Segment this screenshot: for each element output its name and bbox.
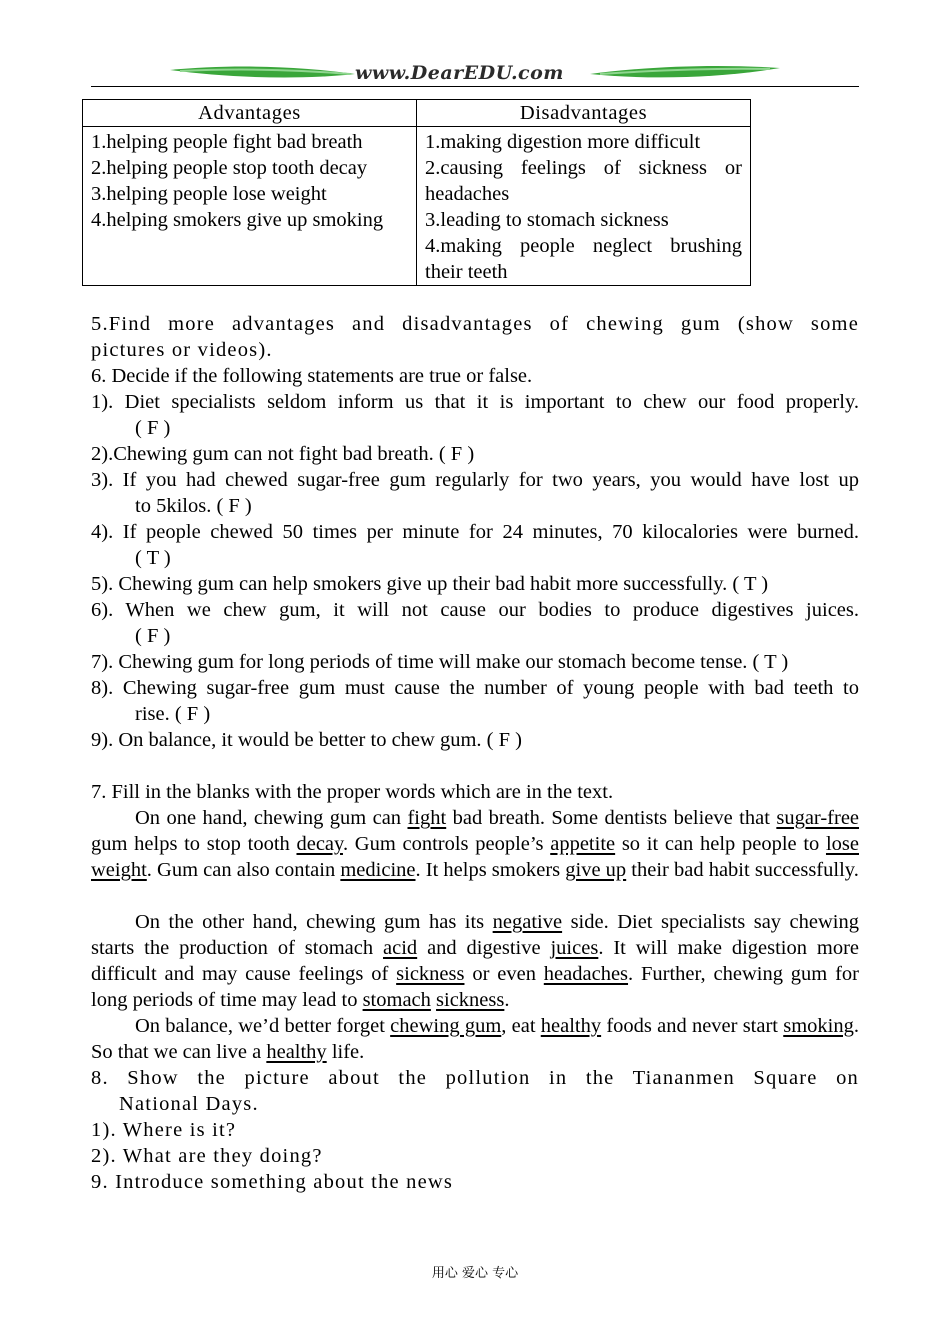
blank-answer: sugar-free [776, 807, 860, 829]
blank-answer: healthy [540, 1015, 602, 1037]
q6-statement-6: 6). When we chew gum, it will not cause our bodies to produce digestives juices. [91, 599, 859, 621]
blank-answer: stomach [362, 989, 431, 1011]
q9-line: 9. Introduce something about the news [91, 1171, 454, 1193]
q7-paragraph-2: On the other hand, chewing gum has its negative side. Diet specialists say chewing starts the production of stomach acid and digestive juices. It will make digestion more difficult and may cause feelings of sickness or even headaches. Further, chewing gum for long periods of time may lead to stomach sickness. [91, 911, 860, 1011]
q6-answer-3: to 5kilos. ( F ) [135, 495, 252, 517]
blank-answer: appetite [550, 833, 616, 855]
blank-answer: fight [407, 807, 447, 829]
blank-answer: headaches [543, 963, 629, 985]
disadvantage-item: 3.leading to stomach sickness [425, 209, 669, 231]
blank-answer: healthy [266, 1041, 327, 1063]
disadvantage-item: 1.making digestion more difficult [425, 131, 701, 153]
blank-answer: acid [383, 937, 418, 959]
blank-answer: sickness [436, 989, 505, 1011]
q6-statement-5: 5). Chewing gum can help smokers give up their bad habit more successfully. ( T ) [91, 573, 769, 595]
disadvantage-item: 4.making people neglect brushing their teeth [425, 235, 742, 283]
header-rule [91, 86, 859, 87]
blank-answer: give up [565, 859, 627, 881]
advantage-item: 4.helping smokers give up smoking [91, 209, 384, 231]
advantage-item: 3.helping people lose weight [91, 183, 327, 205]
q7-paragraph-3: On balance, we’d better forget chewing gum, eat healthy foods and never start smoking. So that we can live a healthy life. [91, 1015, 859, 1063]
table-header-advantages: Advantages [83, 100, 417, 127]
q8-sub-1: 1). Where is it? [91, 1119, 237, 1141]
q8-line-2: National Days. [119, 1093, 259, 1115]
q6-statement-8: 8). Chewing sugar-free gum must cause the number of young people with bad teeth to [91, 677, 859, 699]
q6-answer-6: ( F ) [135, 625, 171, 647]
blank-answer: smoking [783, 1015, 854, 1037]
q5-line-2: pictures or videos). [91, 339, 273, 361]
q7-paragraph-1: On one hand, chewing gum can fight bad breath. Some dentists believe that sugar-free gum helps to stop tooth decay. Gum controls people’s appetite so it can help people to lose weight. Gum can also contain medicine. It helps smokers give up their bad habit successfully. [91, 807, 860, 881]
table-header-disadvantages: Disadvantages [417, 100, 751, 127]
q6-answer-8: rise. ( F ) [135, 703, 211, 725]
q6-statement-4: 4). If people chewed 50 times per minute for 24 minutes, 70 kilocalories were burned. [91, 521, 859, 543]
q6-statement-9: 9). On balance, it would be better to chew gum. ( F ) [91, 729, 522, 751]
q6-title: 6. Decide if the following statements are true or false. [91, 365, 533, 387]
disadvantages-cell [417, 127, 751, 286]
blank-answer: sickness [396, 963, 465, 985]
blank-answer: lose weight [91, 833, 859, 881]
comparison-table [82, 99, 751, 286]
advantages-cell [83, 127, 417, 286]
q6-statement-3: 3). If you had chewed sugar-free gum regularly for two years, you would have lost up [91, 469, 859, 491]
q6-answer-4: ( T ) [135, 547, 171, 569]
blank-answer: medicine [340, 859, 416, 881]
blank-answer: decay [296, 833, 343, 855]
q6-answer-1: ( F ) [135, 417, 171, 439]
page-footer: 用心 爱心 专心 [431, 1266, 519, 1281]
q6-statement-1: 1). Diet specialists seldom inform us that it is important to chew our food properly. [91, 391, 859, 413]
blank-answer: juices [550, 937, 599, 959]
q8-sub-2: 2). What are they doing? [91, 1145, 323, 1167]
advantage-item: 2.helping people stop tooth decay [91, 157, 368, 179]
q7-title: 7. Fill in the blanks with the proper words which are in the text. [91, 781, 614, 803]
blank-answer: negative [492, 911, 563, 933]
q6-statement-7: 7). Chewing gum for long periods of time will make our stomach become tense. ( T ) [91, 651, 789, 673]
q6-statement-2: 2).Chewing gum can not fight bad breath. ( F ) [91, 443, 475, 465]
disadvantage-item: 2.causing feelings of sickness or headaches [425, 157, 742, 205]
site-logo-text: www.DearEDU.com [355, 62, 564, 84]
advantage-item: 1.helping people fight bad breath [91, 131, 363, 153]
blank-answer: chewing gum [390, 1015, 502, 1037]
q8-line-1: 8. Show the picture about the pollution in the Tiananmen Square on [91, 1067, 859, 1089]
q5-line-1: 5.Find more advantages and disadvantages of chewing gum (show some [91, 313, 859, 335]
